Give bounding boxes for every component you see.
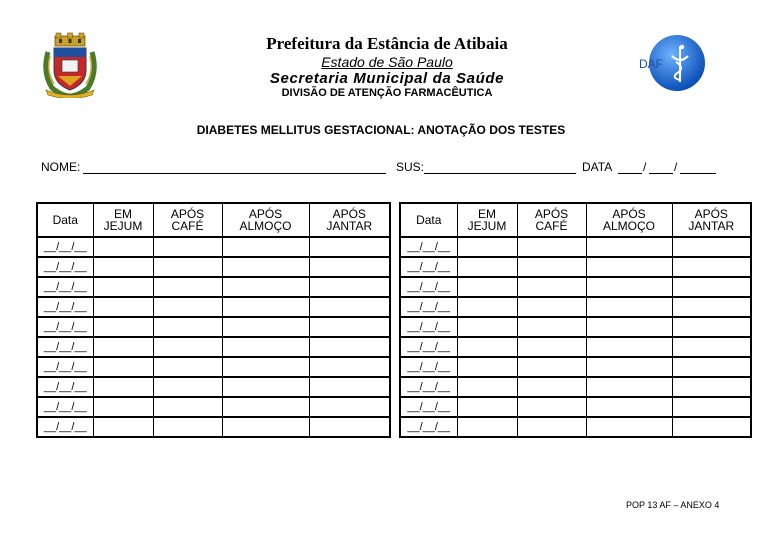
apos-jantar-cell[interactable] bbox=[672, 337, 751, 357]
nome-field[interactable] bbox=[83, 173, 386, 174]
apos-jantar-cell[interactable] bbox=[672, 297, 751, 317]
header-apos-cafe: APÓS CAFÉ bbox=[517, 203, 586, 237]
table-row bbox=[37, 417, 390, 437]
header-apos-almoco: APÓS ALMOÇO bbox=[586, 203, 672, 237]
table-row bbox=[400, 417, 751, 437]
header-apos-jantar: APÓS JANTAR bbox=[672, 203, 751, 237]
header-apos-jantar: APÓS JANTAR bbox=[309, 203, 390, 237]
date-slash-1: / bbox=[643, 160, 647, 174]
table-row bbox=[37, 257, 390, 277]
apos-almoco-cell[interactable] bbox=[222, 337, 309, 357]
apos-almoco-cell[interactable] bbox=[222, 377, 309, 397]
apos-jantar-cell[interactable] bbox=[672, 237, 751, 257]
em-jejum-cell[interactable] bbox=[93, 357, 153, 377]
table-row bbox=[400, 257, 751, 277]
state-subtitle: Estado de São Paulo bbox=[321, 54, 453, 70]
em-jejum-cell[interactable] bbox=[457, 257, 517, 277]
header-em-jejum: EM JEJUM bbox=[457, 203, 517, 237]
em-jejum-cell[interactable] bbox=[93, 417, 153, 437]
glucose-log-table-right bbox=[399, 202, 752, 438]
table-row bbox=[37, 317, 390, 337]
apos-cafe-cell[interactable] bbox=[517, 237, 586, 257]
em-jejum-cell[interactable] bbox=[457, 297, 517, 317]
apos-cafe-cell[interactable] bbox=[153, 377, 222, 397]
date-cell[interactable]: __/__/__ bbox=[37, 257, 93, 277]
apos-jantar-cell[interactable] bbox=[309, 257, 390, 277]
date-cell[interactable]: __/__/__ bbox=[400, 417, 457, 437]
date-cell[interactable]: __/__/__ bbox=[37, 277, 93, 297]
apos-cafe-cell[interactable] bbox=[517, 397, 586, 417]
apos-cafe-cell[interactable] bbox=[517, 317, 586, 337]
apos-jantar-cell[interactable] bbox=[309, 397, 390, 417]
table-row bbox=[400, 237, 751, 257]
apos-jantar-cell[interactable] bbox=[309, 357, 390, 377]
table-row bbox=[37, 377, 390, 397]
date-cell[interactable]: __/__/__ bbox=[400, 317, 457, 337]
date-cell[interactable]: __/__/__ bbox=[37, 357, 93, 377]
apos-jantar-cell[interactable] bbox=[672, 257, 751, 277]
date-cell[interactable]: __/__/__ bbox=[400, 297, 457, 317]
apos-almoco-cell[interactable] bbox=[586, 237, 672, 257]
apos-cafe-cell[interactable] bbox=[153, 337, 222, 357]
apos-jantar-cell[interactable] bbox=[309, 377, 390, 397]
apos-cafe-cell[interactable] bbox=[517, 337, 586, 357]
table-row bbox=[400, 317, 751, 337]
date-cell[interactable]: __/__/__ bbox=[400, 397, 457, 417]
sus-field[interactable] bbox=[424, 173, 576, 174]
em-jejum-cell[interactable] bbox=[457, 337, 517, 357]
apos-cafe-cell[interactable] bbox=[517, 297, 586, 317]
table-row bbox=[37, 277, 390, 297]
table-row bbox=[400, 397, 751, 417]
table-row bbox=[400, 357, 751, 377]
apos-almoco-cell[interactable] bbox=[222, 277, 309, 297]
table-row bbox=[400, 277, 751, 297]
date-cell[interactable]: __/__/__ bbox=[400, 277, 457, 297]
em-jejum-cell[interactable] bbox=[457, 237, 517, 257]
apos-jantar-cell[interactable] bbox=[309, 237, 390, 257]
apos-jantar-cell[interactable] bbox=[672, 317, 751, 337]
em-jejum-cell[interactable] bbox=[93, 317, 153, 337]
em-jejum-cell[interactable] bbox=[93, 297, 153, 317]
header-em-jejum: EM JEJUM bbox=[93, 203, 153, 237]
em-jejum-cell[interactable] bbox=[93, 237, 153, 257]
em-jejum-cell[interactable] bbox=[457, 377, 517, 397]
glucose-log-table-left bbox=[36, 202, 391, 438]
nome-label: NOME: bbox=[41, 160, 81, 174]
apos-almoco-cell[interactable] bbox=[586, 357, 672, 377]
date-cell[interactable]: __/__/__ bbox=[37, 417, 93, 437]
health-secretariat-title: Secretaria Municipal da Saúde bbox=[269, 70, 505, 87]
date-cell[interactable]: __/__/__ bbox=[400, 237, 457, 257]
apos-jantar-cell[interactable] bbox=[672, 397, 751, 417]
date-cell[interactable]: __/__/__ bbox=[37, 317, 93, 337]
apos-almoco-cell[interactable] bbox=[222, 397, 309, 417]
apos-jantar-cell[interactable] bbox=[309, 297, 390, 317]
apos-cafe-cell[interactable] bbox=[153, 317, 222, 337]
date-slash-2: / bbox=[674, 160, 678, 174]
apos-jantar-cell[interactable] bbox=[309, 277, 390, 297]
table-row bbox=[37, 337, 390, 357]
apos-almoco-cell[interactable] bbox=[222, 417, 309, 437]
apos-cafe-cell[interactable] bbox=[153, 397, 222, 417]
date-cell[interactable]: __/__/__ bbox=[400, 337, 457, 357]
apos-jantar-cell[interactable] bbox=[672, 377, 751, 397]
date-cell[interactable]: __/__/__ bbox=[37, 237, 93, 257]
em-jejum-cell[interactable] bbox=[457, 357, 517, 377]
date-month-field[interactable] bbox=[649, 173, 673, 174]
sus-label: SUS: bbox=[396, 160, 425, 174]
table-header-row bbox=[37, 203, 390, 237]
header-apos-almoco: APÓS ALMOÇO bbox=[222, 203, 309, 237]
apos-cafe-cell[interactable] bbox=[153, 237, 222, 257]
table-row bbox=[400, 337, 751, 357]
apos-jantar-cell[interactable] bbox=[309, 417, 390, 437]
header-data: Data bbox=[37, 203, 93, 237]
apos-cafe-cell[interactable] bbox=[153, 257, 222, 277]
table-row bbox=[37, 237, 390, 257]
table-row bbox=[400, 377, 751, 397]
apos-cafe-cell[interactable] bbox=[153, 417, 222, 437]
em-jejum-cell[interactable] bbox=[93, 257, 153, 277]
em-jejum-cell[interactable] bbox=[93, 337, 153, 357]
em-jejum-cell[interactable] bbox=[93, 377, 153, 397]
municipality-title: Prefeitura da Estância de Atibaia bbox=[266, 34, 508, 53]
table-header-row bbox=[400, 203, 751, 237]
date-cell[interactable]: __/__/__ bbox=[37, 297, 93, 317]
header-data: Data bbox=[400, 203, 457, 237]
apos-almoco-cell[interactable] bbox=[222, 297, 309, 317]
apos-cafe-cell[interactable] bbox=[153, 357, 222, 377]
date-cell[interactable]: __/__/__ bbox=[37, 337, 93, 357]
apos-almoco-cell[interactable] bbox=[586, 297, 672, 317]
em-jejum-cell[interactable] bbox=[457, 317, 517, 337]
date-year-field[interactable] bbox=[680, 173, 716, 174]
apos-almoco-cell[interactable] bbox=[222, 357, 309, 377]
svg-text:DAF: DAF bbox=[639, 57, 663, 71]
patient-info-line bbox=[41, 160, 731, 176]
apos-cafe-cell[interactable] bbox=[517, 277, 586, 297]
date-cell[interactable]: __/__/__ bbox=[400, 377, 457, 397]
date-cell[interactable]: __/__/__ bbox=[400, 257, 457, 277]
date-cell[interactable]: __/__/__ bbox=[37, 377, 93, 397]
apos-cafe-cell[interactable] bbox=[153, 297, 222, 317]
em-jejum-cell[interactable] bbox=[457, 277, 517, 297]
apos-jantar-cell[interactable] bbox=[672, 417, 751, 437]
table-row bbox=[37, 297, 390, 317]
date-cell[interactable]: __/__/__ bbox=[37, 397, 93, 417]
apos-jantar-cell[interactable] bbox=[309, 317, 390, 337]
em-jejum-cell[interactable] bbox=[457, 397, 517, 417]
apos-almoco-cell[interactable] bbox=[222, 317, 309, 337]
em-jejum-cell[interactable] bbox=[93, 397, 153, 417]
table-row bbox=[37, 397, 390, 417]
date-day-field[interactable] bbox=[618, 173, 642, 174]
apos-almoco-cell[interactable] bbox=[586, 417, 672, 437]
apos-jantar-cell[interactable] bbox=[672, 357, 751, 377]
document-code: POP 13 AF – ANEXO 4 bbox=[626, 500, 720, 510]
apos-almoco-cell[interactable] bbox=[586, 337, 672, 357]
apos-jantar-cell[interactable] bbox=[309, 337, 390, 357]
data-label: DATA bbox=[582, 160, 613, 174]
apos-cafe-cell[interactable] bbox=[517, 417, 586, 437]
apos-almoco-cell[interactable] bbox=[586, 277, 672, 297]
table-row bbox=[400, 297, 751, 317]
em-jejum-cell[interactable] bbox=[457, 417, 517, 437]
apos-almoco-cell[interactable] bbox=[586, 397, 672, 417]
apos-almoco-cell[interactable] bbox=[586, 377, 672, 397]
apos-cafe-cell[interactable] bbox=[517, 377, 586, 397]
apos-almoco-cell[interactable] bbox=[222, 257, 309, 277]
apos-almoco-cell[interactable] bbox=[586, 317, 672, 337]
form-title: DIABETES MELLITUS GESTACIONAL: ANOTAÇÃO DOS TESTES bbox=[196, 123, 566, 137]
date-cell[interactable]: __/__/__ bbox=[400, 357, 457, 377]
apos-almoco-cell[interactable] bbox=[222, 237, 309, 257]
apos-cafe-cell[interactable] bbox=[517, 257, 586, 277]
apos-cafe-cell[interactable] bbox=[153, 277, 222, 297]
apos-jantar-cell[interactable] bbox=[672, 277, 751, 297]
em-jejum-cell[interactable] bbox=[93, 277, 153, 297]
daf-caduceus-logo bbox=[636, 34, 710, 92]
division-title: DIVISÃO DE ATENÇÃO FARMACÊUTICA bbox=[281, 87, 493, 99]
apos-cafe-cell[interactable] bbox=[517, 357, 586, 377]
table-row bbox=[37, 357, 390, 377]
apos-almoco-cell[interactable] bbox=[586, 257, 672, 277]
header-apos-cafe: APÓS CAFÉ bbox=[153, 203, 222, 237]
